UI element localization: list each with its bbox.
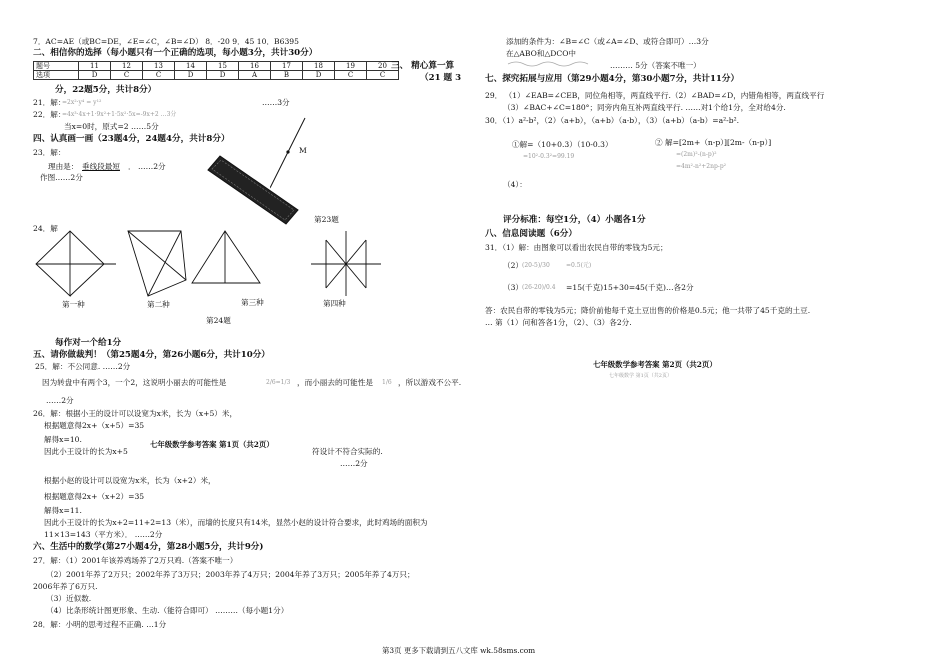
q31-part-2-value: =0.5(元) — [566, 262, 592, 269]
q29-line-1: 29． （1）∠EAB=∠CEB，同位角相等，两直线平行.（2）∠BAD=∠D，内错角相等，两直线平行 — [485, 91, 825, 100]
head-cell: 15 — [207, 62, 239, 71]
q23-label: 23．解： — [33, 148, 66, 157]
page-1-footer: 七年级数学参考答案 第1页（共2页） — [150, 440, 274, 449]
q23-score: ． ……2分 — [128, 162, 166, 171]
q23-drawing-score: 作图……2分 — [40, 173, 83, 182]
handwritten-scribble — [506, 58, 601, 68]
ans-cell: 选项 — [34, 71, 79, 80]
q28-line-1: 28．解：小明的思考过程不正确. …1分 — [33, 620, 167, 629]
q24-label: 24．解 — [33, 224, 58, 233]
q26-line-4: 因此小王设计的长为x+5 — [44, 447, 128, 456]
q25-answer: 25．解：不公同意. ……2分 — [35, 362, 131, 371]
head-cell: 14 — [175, 62, 207, 71]
q25-fraction-2: 1/6 — [382, 379, 392, 386]
section-8-heading: 八、信息阅读题（6分） — [485, 229, 577, 239]
q31-line-1: 31．（1）解：由图象可以看出农民自带的零钱为5元； — [485, 243, 668, 252]
head-cell: 12 — [111, 62, 143, 71]
figure-4-label: 第四种 — [323, 299, 346, 308]
q31-part-3-label: （3） — [503, 283, 524, 292]
table-row — [34, 71, 399, 80]
head-cell: 19 — [335, 62, 367, 71]
q30-line-1: 30．（1）a²-b²，（2）（a+b），（a+b）（a-b），（3）（a+b）（a-b）=a²-b². — [485, 116, 740, 125]
q26-score-1: ……2分 — [340, 459, 368, 468]
section-3-heading-cont: （21 题 3 — [420, 73, 462, 83]
head-cell: 17 — [271, 62, 303, 71]
ans-cell: D — [207, 71, 239, 80]
q23-reason-label: 理由是： — [48, 162, 79, 171]
q25-reason-mid: ，而小丽去的可能性是 — [297, 378, 373, 387]
q26-line-3: 解得x=10. — [44, 435, 82, 444]
page-footer: 第3页 更多下载请到五八文库 wk.58sms.com — [382, 646, 536, 655]
q22-expression: =4x³·4x+1·9x²+1·5x²·5x=-9x+2 …3分 — [62, 111, 177, 118]
answer-line-7-10: 7．AC=AE（或BC=DE，∠E=∠C，∠B=∠D） 8．-20 9．45 10．B6395 — [33, 37, 299, 46]
head-cell: 题号 — [34, 62, 79, 71]
ans-cell: B — [271, 71, 303, 80]
q24-score: 每作对一个给1分 — [55, 338, 122, 348]
q31-part-3-fraction: (26-20)/0.4 — [522, 284, 556, 291]
q23-reason: 垂线段最短 — [82, 162, 120, 171]
section-6-heading: 六、生活中的数学(第27小题4分，第28小题5分，共计9分) — [33, 542, 264, 552]
section-5-heading: 五、请你做裁判！（第25题4分，第26小题6分，共计10分） — [33, 350, 270, 360]
q29-line-2: （3）∠BAC+∠C=180°；同旁内角互补两直线平行. ……对1个给1分，全对给4分. — [503, 103, 786, 112]
section-7-heading: 七、探究拓展与应用（第29小题4分，第30小题7分，共计11分） — [485, 74, 740, 84]
q26-line-5: 根据小赵的设计可以设宽为x米，长为（x+2）米， — [44, 476, 216, 485]
head-cell: 16 — [239, 62, 271, 71]
scoring-note: 评分标准：每空1分，（4）小题各1分 — [503, 215, 646, 225]
q22-result: 当x=0时，原式=2 ……5分 — [64, 122, 159, 131]
page-2-footer: 七年级数学参考答案 第2页（共2页） — [593, 360, 717, 369]
q-prev-score: ……… 5分（答案不唯一） — [610, 61, 701, 70]
q21-label: 21．解： — [33, 98, 66, 107]
q23-figure — [200, 108, 330, 228]
head-cell: 20 — [367, 62, 399, 71]
q25-score: ……2分 — [46, 396, 74, 405]
ans-cell: C — [335, 71, 367, 80]
head-cell: 18 — [303, 62, 335, 71]
ans-cell: A — [239, 71, 271, 80]
q23-caption: 第23题 — [314, 215, 339, 224]
q26-line-8: 因此小王设计的长为x+2=11+2=13（米），而墙的长度只有14米，显然小赵的设计符合要求，此时鸡场的面积为 — [44, 518, 428, 527]
q31-part-2-fraction: (20-5)/30 — [522, 262, 550, 269]
q25-fraction-1: 2/6=1/3 — [266, 379, 291, 386]
figure-1 — [36, 231, 116, 296]
figure-4 — [311, 231, 381, 296]
ans-cell: D — [303, 71, 335, 80]
ans-cell: C — [367, 71, 399, 80]
q24-caption: 第24题 — [206, 316, 231, 325]
q30-calc-1-result: =10²-0.3²=99.19 — [523, 153, 575, 160]
q26-line-1: 26．解：根据小王的设计可以设宽为x米，长为（x+5）米， — [33, 409, 238, 418]
q27-line-3: 2006年养了6万只. — [33, 582, 98, 591]
q30-part-4: （4）： — [503, 180, 527, 189]
q27-line-5: （4）比条形统计图更形象、生动.（能符合即可） ………（每小题1分） — [46, 606, 289, 615]
q26-line-7: 解得x=11. — [44, 506, 82, 515]
q24-figures — [36, 230, 396, 300]
section-2-heading: 二、相信你的选择（每小题只有一个正确的选项，每小题3分，共计30分） — [33, 48, 318, 58]
q31-part-2-label: （2） — [503, 261, 524, 270]
q25-reason: 因为转盘中有两个3，一个2，这说明小丽去的可能性是 — [42, 378, 227, 387]
head-cell: 11 — [79, 62, 111, 71]
q30-calc-1: ①解=（10+0.3）（10-0.3） — [512, 140, 613, 149]
figure-3-label: 第三种 — [241, 298, 264, 307]
q27-line-1: 27．解：（1）2001年该养鸡场养了2万只鸡.（答案不唯一） — [33, 556, 238, 565]
q22-label: 22．解： — [33, 110, 66, 119]
figure-2 — [128, 231, 186, 296]
ans-cell: C — [143, 71, 175, 80]
ans-cell: D — [175, 71, 207, 80]
ghost-footer: 七年级数学 第1页（共2页） — [609, 373, 672, 379]
q27-line-4: （3）近似数. — [46, 594, 92, 603]
q25-reason-end: ，所以游戏不公平. — [398, 378, 462, 387]
q26-line-4-end: 符设计不符合实际的. — [312, 447, 383, 456]
q-prev-condition: 添加的条件为：∠B=∠C（或∠A=∠D、或符合即可）…3分 — [506, 37, 709, 46]
ans-cell: C — [111, 71, 143, 80]
head-cell: 13 — [143, 62, 175, 71]
q26-line-6: 根据题意得2x+（x+2）=35 — [44, 492, 145, 501]
ans-cell: D — [79, 71, 111, 80]
q30-calc-2: ② 解=[2m+（n-p）][2m-（n-p）] — [655, 138, 772, 147]
q27-line-2: （2）2001年养了2万只；2002年养了3万只；2003年养了4万只；2004年养了3万只；2005年养了4万只； — [46, 570, 415, 579]
q31-conclusion: 答：农民自带的零钱为5元；降价前他每千克土豆出售的价格是0.5元；他一共带了45千克的土豆. — [485, 306, 811, 315]
figure-1-label: 第一种 — [62, 300, 85, 309]
q23-point-m: M — [299, 146, 307, 155]
q30-calc-2-step: =(2m)²-(n-p)² — [676, 151, 717, 158]
section-3-heading-end: 分，22题5分，共计8分） — [55, 85, 157, 95]
choice-answer-table — [33, 61, 399, 80]
q-prev-triangles: 在△ABO和△DCO中 — [506, 49, 577, 58]
q31-part-3-value: =15(千克)15+30=45(千克)…各2分 — [566, 283, 694, 292]
q21-expression: =2x²·y⁴ = y¹² — [62, 99, 102, 106]
figure-2-label: 第二种 — [147, 300, 170, 309]
section-4-heading: 四、认真画一画（23题4分，24题4分，共计8分） — [33, 134, 230, 144]
q21-score: ……3分 — [262, 98, 290, 107]
q26-line-2: 根据题意得2x+（x+5）=35 — [44, 421, 145, 430]
q31-score: … 第（1）问和答各1分，（2）、（3）各2分. — [485, 318, 632, 327]
figure-3 — [192, 231, 260, 283]
table-row — [34, 62, 399, 71]
section-3-heading: 三、 精心算一算 — [391, 61, 455, 71]
q26-line-9: 11×13=143（平方米）． ……2分 — [44, 530, 163, 539]
q30-calc-2-result: =4m²-n²+2np-p² — [676, 163, 727, 170]
